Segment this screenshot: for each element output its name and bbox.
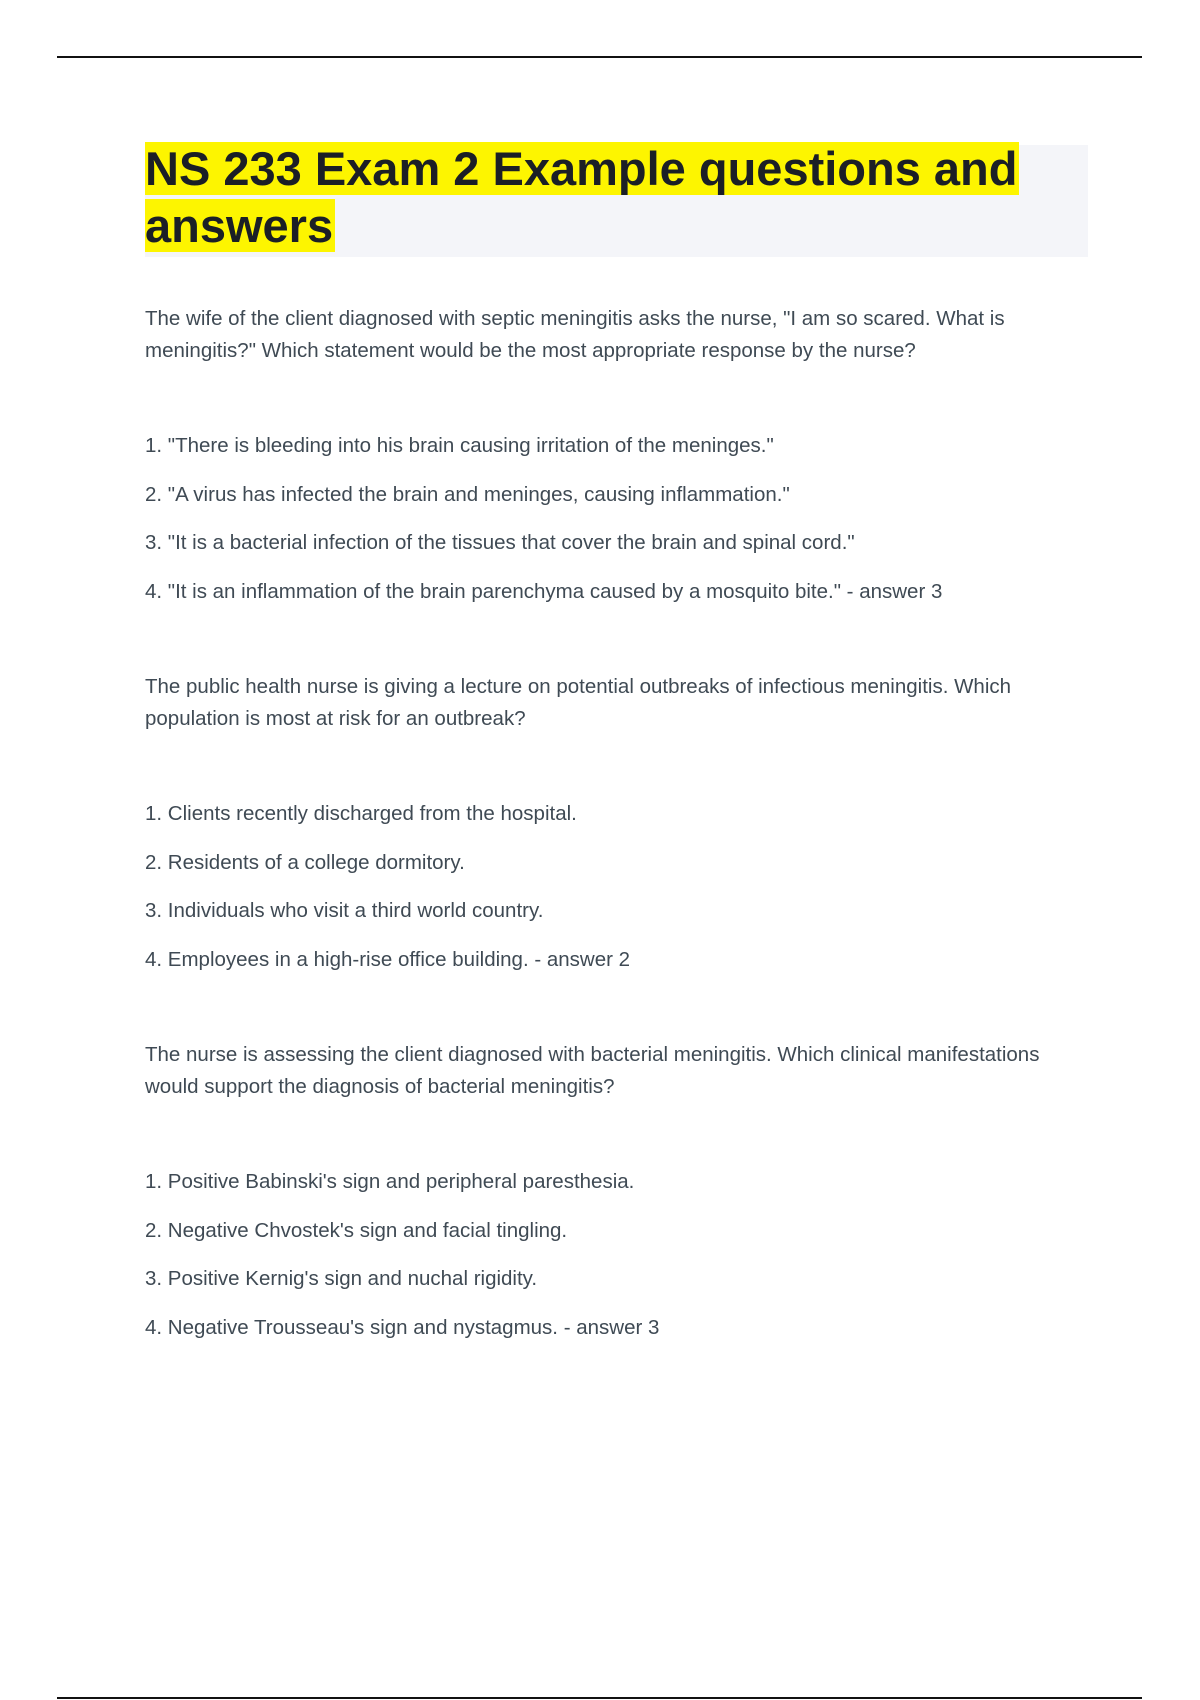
answer-option: 3. "It is a bacterial infection of the tissues that cover the brain and spinal cord." <box>145 531 855 554</box>
answer-option: 2. Residents of a college dormitory. <box>145 850 465 874</box>
answer-option: 1. Clients recently discharged from the hospital. <box>145 802 577 825</box>
question-text: The wife of the client diagnosed with septic meningitis asks the nurse, "I am so scared. What is meningitis?" Which statement would be the most appropriate response by the nurse? <box>145 307 1005 362</box>
answer-option: 4. "It is an inflammation of the brain parenchyma caused by a mosquito bite." - answer 3 <box>145 579 943 603</box>
question-block-1 <box>145 303 1095 624</box>
answer-option: 4. Employees in a high-rise office building. - answer 2 <box>145 947 631 971</box>
question-block-3 <box>145 1039 1095 1360</box>
page-top-rule <box>57 56 1142 58</box>
answer-option: 1. "There is bleeding into his brain causing irritation of the meninges." <box>145 434 774 457</box>
page-title <box>145 140 1075 254</box>
answer-option: 2. Negative Chvostek's sign and facial tingling. <box>145 1218 568 1242</box>
answer-options <box>145 798 1095 976</box>
answer-option: 2. "A virus has infected the brain and meninges, causing inflammation." <box>145 482 790 506</box>
question-text: The public health nurse is giving a lecture on potential outbreaks of infectious meningitis. Which population is most at risk for an outbreak? <box>145 675 1012 730</box>
answer-options <box>145 430 1095 608</box>
answer-option: 1. Positive Babinski's sign and peripheral paresthesia. <box>145 1170 635 1193</box>
page-title-text: NS 233 Exam 2 Example questions and answers <box>145 142 1018 252</box>
answer-option: 3. Individuals who visit a third world country. <box>145 899 544 922</box>
answer-options <box>145 1166 1095 1344</box>
page-bottom-rule <box>57 1697 1142 1699</box>
answer-option: 3. Positive Kernig's sign and nuchal rigidity. <box>145 1267 538 1290</box>
question-text: The nurse is assessing the client diagnosed with bacterial meningitis. Which clinical manifestations would support the diagnosis of bacterial meningitis? <box>145 1043 1040 1098</box>
answer-option: 4. Negative Trousseau's sign and nystagmus. - answer 3 <box>145 1315 660 1339</box>
question-block-2 <box>145 671 1095 992</box>
